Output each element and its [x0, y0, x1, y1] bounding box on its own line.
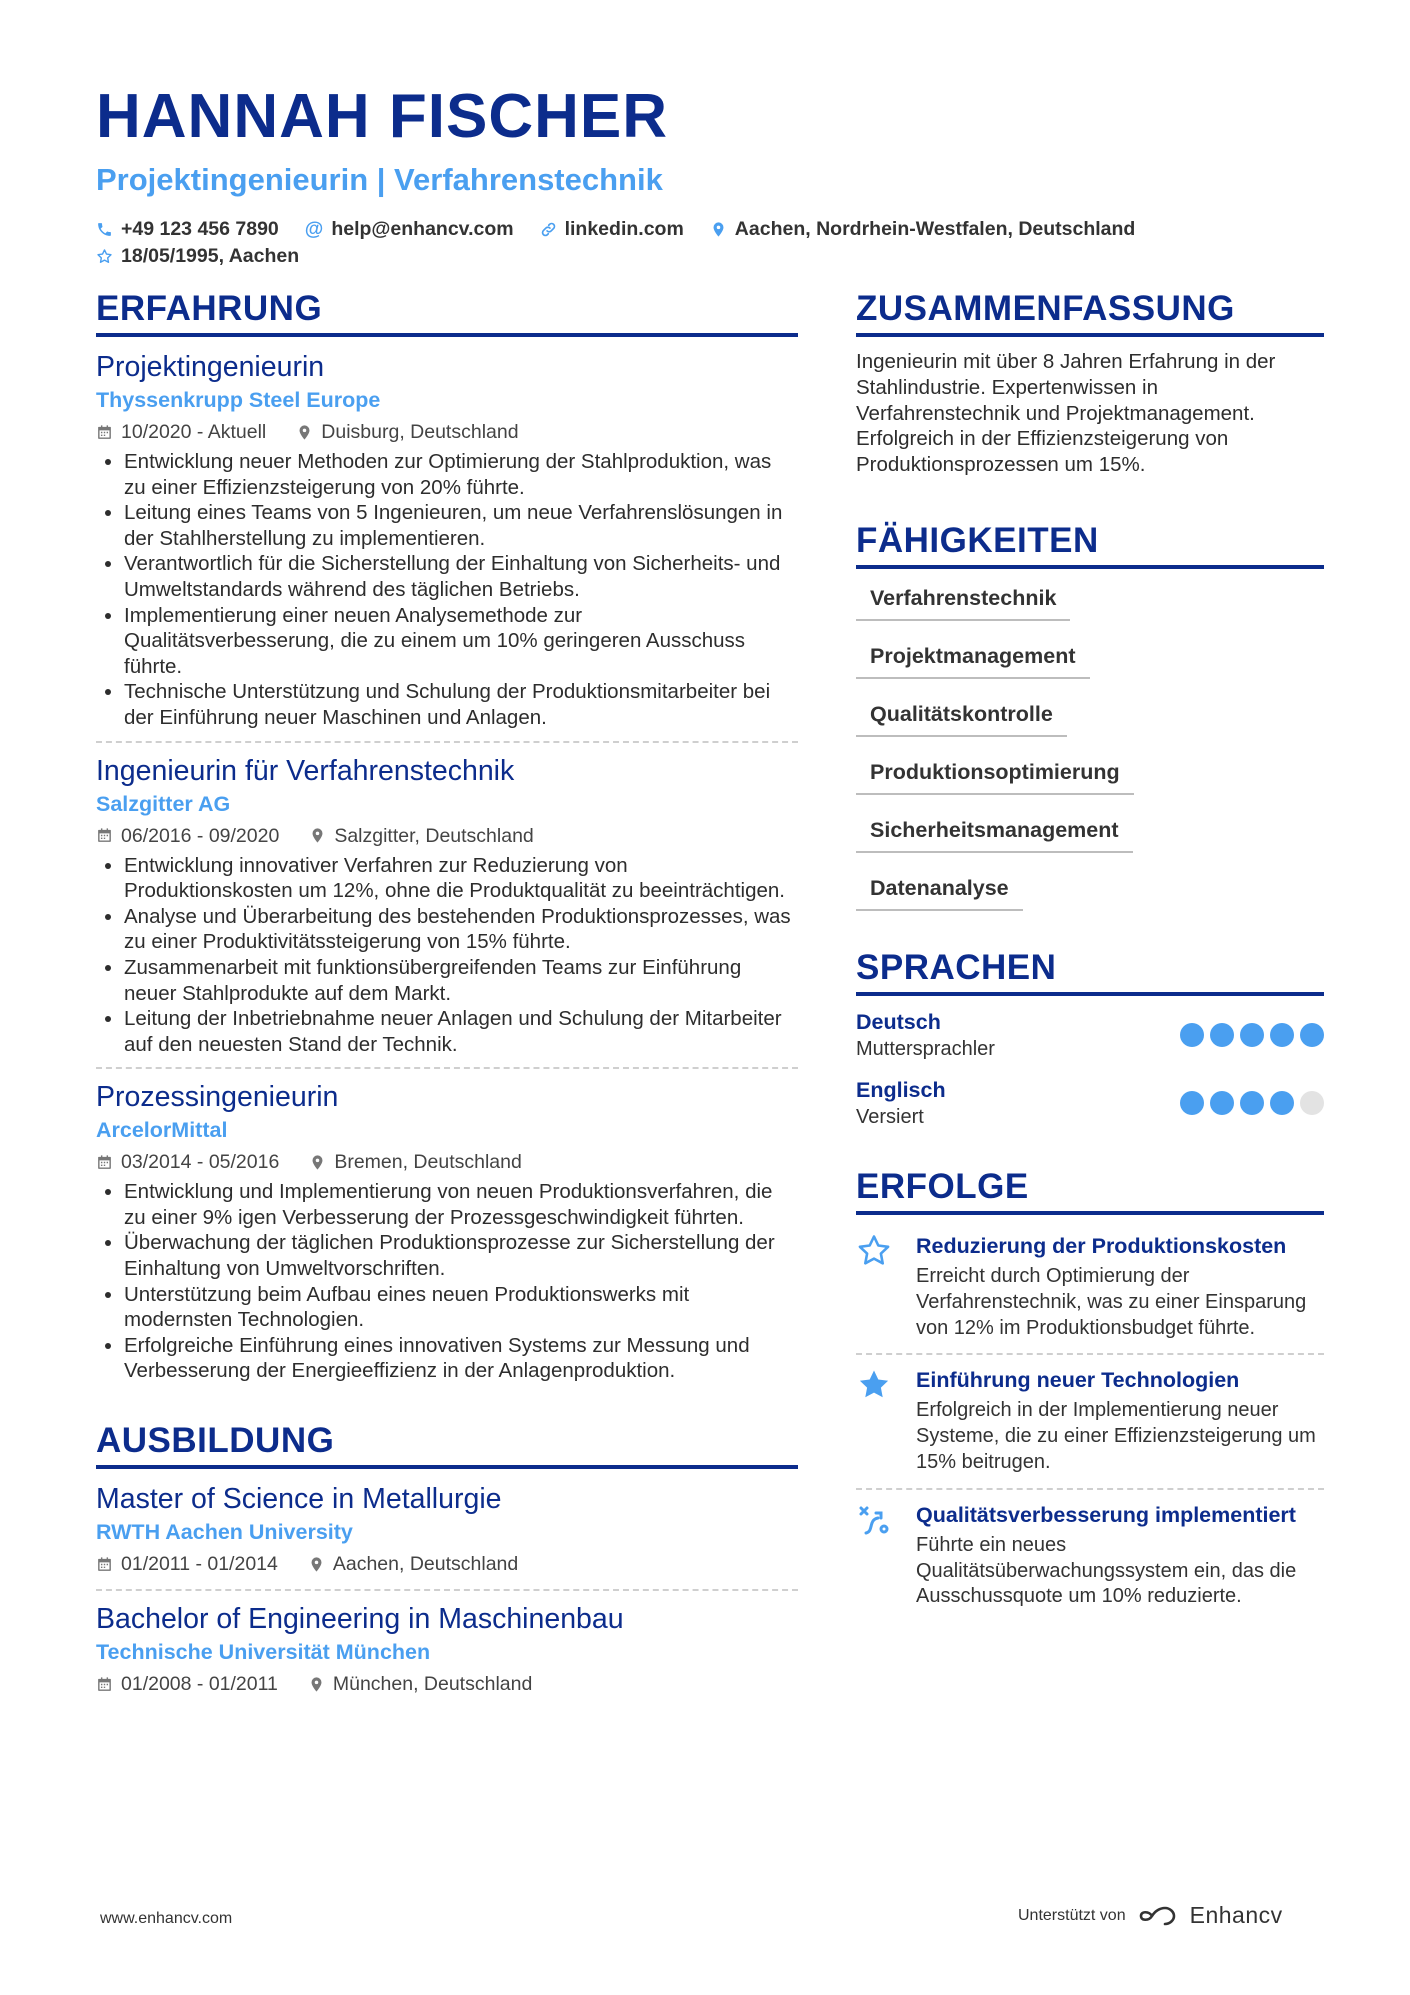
entry-location: Salzgitter, Deutschland — [309, 821, 533, 851]
entry-dates: 03/2014 - 05/2016 — [96, 1147, 279, 1177]
degree-title: Master of Science in Metallurgie — [96, 1483, 502, 1516]
education-entry — [96, 1481, 798, 1589]
phone-text: +49 123 456 7890 — [121, 218, 279, 240]
candidate-title: Projektingenieurin | Verfahrenstechnik — [96, 162, 663, 197]
bullet-item: • Analyse und Überarbeitung des bestehenden Produktionsprozesses, was zu einer Produktivitätssteigerung von 15% führte. — [124, 904, 798, 955]
entry-location: Aachen, Deutschland — [308, 1549, 518, 1579]
rating-dot — [1180, 1091, 1204, 1115]
achievement-entry — [856, 1227, 1324, 1353]
right-column — [856, 288, 1324, 1622]
achievement-desc: Erreicht durch Optimierung der Verfahrenstechnik, was zu einer Einsparung von 12% im Produktionsbudget führte. — [916, 1264, 1307, 1339]
experience-entry — [96, 1067, 798, 1394]
footer-powered-by — [1018, 1902, 1283, 1929]
infinity-logo-icon — [1138, 1904, 1184, 1928]
contact-email[interactable] — [305, 216, 514, 243]
bullet-item: • Implementierung einer neuen Analysemethode zur Qualitätsverbesserung, die zu einem um 10% geringeren Ausschuss führte. — [124, 603, 798, 680]
skill-tag: Datenanalyse — [856, 871, 1023, 911]
entry-meta — [96, 417, 798, 447]
job-bullets — [96, 449, 798, 731]
company-name: Thyssenkrupp Steel Europe — [96, 388, 381, 412]
achievement-desc: Erfolgreich in der Implementierung neuer Systeme, die zu einer Effizienzsteigerung um 15% beitrugen. — [916, 1399, 1316, 1473]
calendar-icon — [96, 1676, 121, 1693]
education-list — [96, 1481, 798, 1709]
company-name: ArcelorMittal — [96, 1118, 228, 1143]
achievement-entry — [856, 1353, 1324, 1487]
calendar-icon — [96, 827, 121, 844]
achievements-list — [856, 1227, 1324, 1622]
language-name: Englisch — [856, 1077, 946, 1102]
entry-meta — [96, 1147, 798, 1177]
contact-linkedin[interactable] — [540, 216, 684, 243]
bullet-item: • Leitung der Inbetriebnahme neuer Anlagen und Schulung der Mitarbeiter auf den neuesten Stand der Technik. — [124, 1006, 798, 1057]
skills-heading: FÄHIGKEITEN — [856, 520, 1324, 569]
job-role: Ingenieurin für Verfahrenstechnik — [96, 754, 515, 787]
degree-title: Bachelor of Engineering in Maschinenbau — [96, 1603, 624, 1636]
rating-dot — [1210, 1023, 1234, 1047]
job-role: Prozessingenieurin — [96, 1081, 339, 1114]
calendar-icon — [96, 1556, 121, 1573]
at-icon: @ — [304, 219, 324, 240]
achievement-title: Einführung neuer Technologien — [916, 1368, 1240, 1393]
entry-dates: 01/2008 - 01/2011 — [96, 1669, 278, 1699]
phone-icon — [96, 221, 113, 238]
job-role: Projektingenieurin — [96, 351, 325, 383]
entry-dates: 10/2020 - Aktuell — [96, 417, 266, 447]
summary-text: Ingenieurin mit über 8 Jahren Erfahrung in der Stahlindustrie. Expertenwissen in Verfahrenstechnik und Projektmanagement. Erfolgreich in der Effizienzsteigerung von Produktionsprozessen um 15%. — [856, 350, 1276, 477]
calendar-icon — [96, 424, 121, 441]
bullet-item: • Verantwortlich für die Sicherstellung der Einhaltung von Sicherheits- und Umweltstandards während des täglichen Betriebs. — [124, 551, 798, 602]
achievement-title: Qualitätsverbesserung implementiert — [916, 1502, 1296, 1527]
languages-list — [856, 1008, 1324, 1130]
left-column — [96, 288, 798, 1709]
languages-heading: SPRACHEN — [856, 947, 1324, 996]
star-filled-icon — [856, 1367, 916, 1475]
skill-tag: Sicherheitsmanagement — [856, 813, 1133, 853]
star-icon — [96, 248, 113, 265]
bullet-item: • Leitung eines Teams von 5 Ingenieuren, um neue Verfahrenslösungen in der Stahlherstellung zu implementieren. — [124, 500, 798, 551]
achievement-entry — [856, 1488, 1324, 1622]
entry-meta — [96, 1549, 798, 1579]
location-pin-icon — [296, 424, 321, 441]
rating-dot — [1270, 1023, 1294, 1047]
skill-tag: Projektmanagement — [856, 639, 1090, 679]
location-pin-icon — [309, 1154, 334, 1171]
bullet-item: • Zusammenarbeit mit funktionsübergreifenden Teams zur Einführung neuer Stahlprodukte auf dem Markt. — [124, 955, 798, 1006]
location-pin-icon — [309, 827, 334, 844]
rating-dot — [1240, 1023, 1264, 1047]
experience-list — [96, 349, 798, 1394]
bullet-item: • Unterstützung beim Aufbau eines neuen Produktionswerks mit modernsten Technologien. — [124, 1282, 798, 1333]
candidate-name: HANNAH FISCHER — [96, 82, 668, 151]
path-icon — [856, 1502, 916, 1610]
entry-dates: 06/2016 - 09/2020 — [96, 821, 279, 851]
language-name: Deutsch — [856, 1009, 941, 1034]
achievement-desc: Führte ein neues Qualitätsüberwachungssystem ein, das die Ausschussquote um 10% reduzierte. — [916, 1533, 1297, 1608]
language-rating — [1180, 1091, 1324, 1115]
education-entry — [96, 1589, 798, 1709]
experience-heading: ERFAHRUNG — [96, 288, 798, 337]
birth-text: 18/05/1995, Aachen — [121, 245, 300, 267]
location-pin-icon — [710, 221, 727, 238]
bullet-item: • Technische Unterstützung und Schulung der Produktionsmitarbeiter bei der Einführung neuer Maschinen und Anlagen. — [124, 679, 798, 730]
education-section — [96, 1420, 798, 1709]
brand-text: Enhancv — [1189, 1902, 1283, 1928]
skills-list — [856, 581, 1324, 911]
language-level: Versiert — [856, 1105, 924, 1128]
job-bullets — [96, 853, 798, 1058]
location-pin-icon — [308, 1556, 333, 1573]
entry-meta — [96, 1669, 798, 1699]
achievement-title: Reduzierung der Produktionskosten — [916, 1233, 1287, 1258]
company-name: Salzgitter AG — [96, 791, 231, 816]
rating-dot — [1300, 1023, 1324, 1047]
bullet-item: • Entwicklung neuer Methoden zur Optimierung der Stahlproduktion, was zu einer Effizienzsteigerung von 20% führte. — [124, 449, 798, 500]
resume-header — [96, 84, 1326, 270]
education-heading: AUSBILDUNG — [96, 1420, 798, 1469]
linkedin-text: linkedin.com — [564, 218, 684, 240]
entry-dates: 01/2011 - 01/2014 — [96, 1549, 278, 1579]
location-text: Aachen, Nordrhein-Westfalen, Deutschland — [734, 218, 1136, 240]
achievements-heading: ERFOLGE — [856, 1166, 1324, 1215]
language-entry — [856, 1076, 1324, 1130]
location-pin-icon — [308, 1676, 333, 1693]
link-icon — [540, 221, 557, 238]
summary-heading: ZUSAMMENFASSUNG — [856, 288, 1324, 337]
rating-dot — [1240, 1091, 1264, 1115]
footer-website[interactable]: www.enhancv.com — [100, 1910, 233, 1927]
powered-by-text: Unterstützt von — [1018, 1906, 1126, 1924]
bullet-item: • Entwicklung innovativer Verfahren zur Reduzierung von Produktionskosten um 12%, ohne die Produktqualität zu beeinträchtigen. — [124, 853, 798, 904]
bullet-item: • Überwachung der täglichen Produktionsprozesse zur Sicherstellung der Einhaltung von Umweltvorschriften. — [124, 1230, 798, 1281]
contact-location — [710, 216, 1136, 243]
email-text: help@enhancv.com — [331, 218, 514, 240]
star-outline-icon — [856, 1233, 916, 1341]
language-level: Muttersprachler — [856, 1037, 995, 1060]
skill-tag: Produktionsoptimierung — [856, 755, 1134, 795]
experience-entry — [96, 349, 798, 741]
job-bullets — [96, 1179, 798, 1384]
entry-location: München, Deutschland — [308, 1669, 532, 1699]
calendar-icon — [96, 1154, 121, 1171]
skill-tag: Verfahrenstechnik — [856, 581, 1070, 621]
contact-list — [96, 216, 1326, 270]
bullet-item: • Entwicklung und Implementierung von neuen Produktionsverfahren, die zu einer 9% igen Verbesserung der Prozessgeschwindigkeit führten. — [124, 1179, 798, 1230]
school-name: Technische Universität München — [96, 1640, 431, 1665]
rating-dot — [1210, 1091, 1234, 1115]
rating-dot — [1270, 1091, 1294, 1115]
skill-tag: Qualitätskontrolle — [856, 697, 1067, 737]
rating-dot — [1300, 1091, 1324, 1115]
contact-phone — [96, 216, 279, 243]
experience-entry — [96, 741, 798, 1068]
entry-meta — [96, 821, 798, 851]
language-entry — [856, 1008, 1324, 1062]
contact-birth — [96, 243, 299, 270]
language-rating — [1180, 1023, 1324, 1047]
entry-location: Bremen, Deutschland — [309, 1147, 522, 1177]
rating-dot — [1180, 1023, 1204, 1047]
school-name: RWTH Aachen University — [96, 1520, 353, 1545]
bullet-item: • Erfolgreiche Einführung eines innovativen Systems zur Messung und Verbesserung der Energieeffizienz in der Anlagenproduktion. — [124, 1333, 798, 1384]
enhancv-logo[interactable] — [1138, 1902, 1283, 1929]
entry-location: Duisburg, Deutschland — [296, 417, 518, 447]
